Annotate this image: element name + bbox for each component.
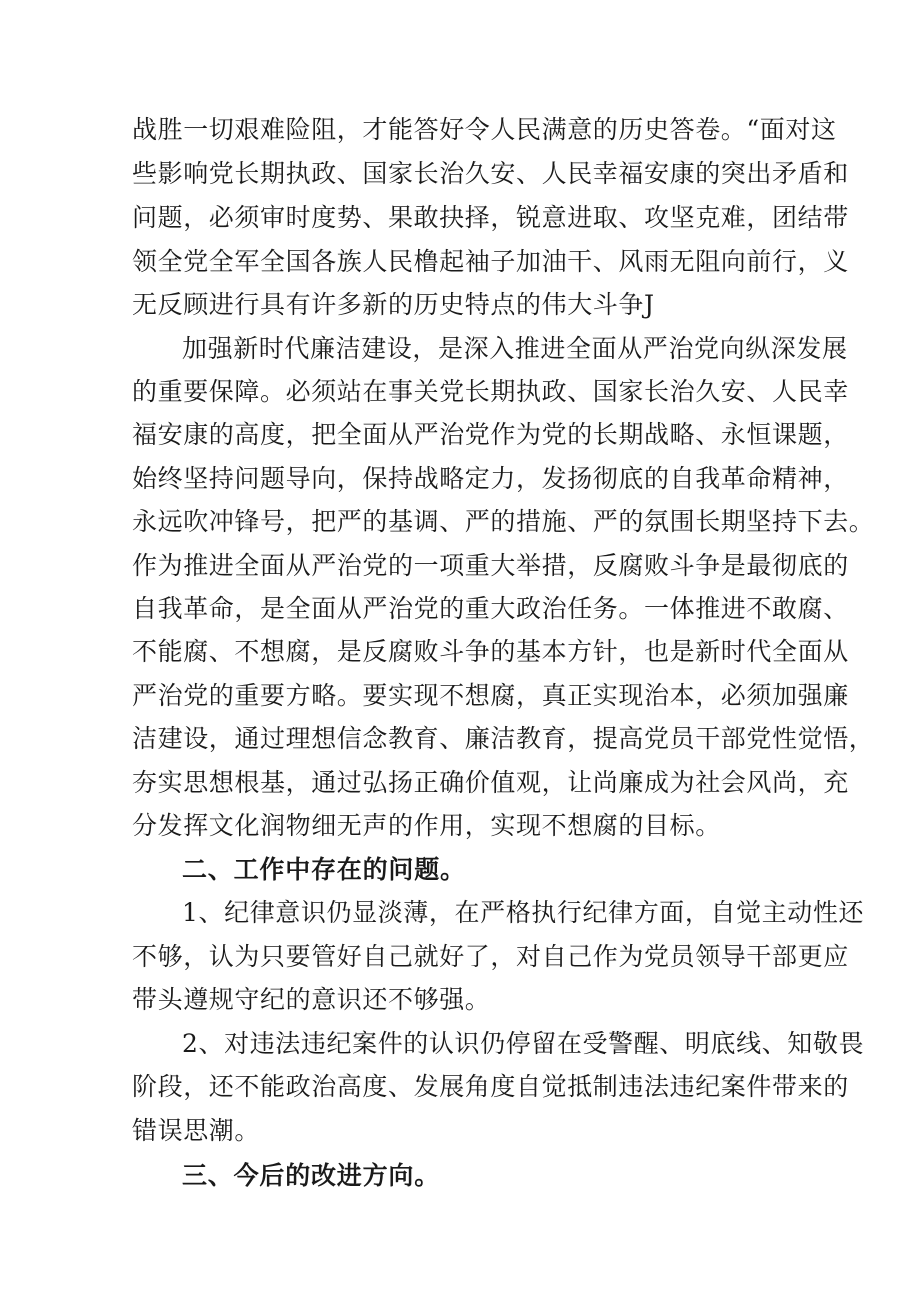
text-line: 严治党的重要方略。要实现不想腐，真正实现治本，必须加强廉: [132, 681, 849, 710]
text-line: 错误思潮。: [132, 1116, 261, 1145]
paragraph-first-line: 加强新时代廉洁建设，是深入推进全面从严治党向纵深发展: [182, 334, 848, 363]
text-line: 无反顾进行具有许多新的历史特点的伟大斗争J: [132, 290, 655, 319]
text-line: 洁建设，通过理想信念教育、廉洁教育，提高党员干部党性觉悟，: [132, 724, 875, 753]
section-heading: 二、工作中存在的问题。: [182, 855, 466, 884]
text-line: 作为推进全面从严治党的一项重大举措，反腐败斗争是最彻底的: [132, 551, 849, 580]
text-line: 不够，认为只要管好自己就好了，对自己作为党员领导干部更应: [132, 942, 849, 971]
section-heading: 三、今后的改进方向。: [182, 1161, 441, 1190]
text-line: 不能腐、不想腐，是反腐败斗争的基本方针，也是新时代全面从: [132, 637, 849, 666]
text-line: 的重要保障。必须站在事关党长期执政、国家长治久安、人民幸: [132, 377, 849, 406]
text-line: 永远吹冲锋号，把严的基调、严的措施、严的氛围长期坚持下去。: [132, 507, 875, 536]
text-line: 福安康的高度，把全面从严治党作为党的长期战略、永恒课题，: [132, 420, 849, 449]
text-line: 带头遵规守纪的意识还不够强。: [132, 985, 491, 1014]
text-line: 战胜一切艰难险阻，才能答好令人民满意的历史答卷。“面对这: [132, 115, 837, 144]
text-line: 夯实思想根基，通过弘扬正确价值观，让尚廉成为社会风尚，充: [132, 768, 849, 797]
text-line: 问题，必须审时度势、果敢抉择，锐意进取、攻坚克难，团结带: [132, 203, 849, 232]
text-line: 分发挥文化润物细无声的作用，实现不想腐的目标。: [132, 811, 721, 840]
text-line: 自我革命，是全面从严治党的重大政治任务。一体推进不敢腐、: [132, 594, 849, 623]
text-line: 阶段，还不能政治高度、发展角度自觉抵制违法违纪案件带来的: [132, 1072, 849, 1101]
text-line: 些影响党长期执政、国家长治久安、人民幸福安康的突出矛盾和: [132, 159, 849, 188]
paragraph-first-line: 2、对违法违纪案件的认识仍停留在受警醒、明底线、知敬畏: [182, 1029, 865, 1058]
text-line: 始终坚持问题导向，保持战略定力，发扬彻底的自我革命精神，: [132, 464, 849, 493]
paragraph-first-line: 1、纪律意识仍显淡薄，在严格执行纪律方面，自觉主动性还: [182, 898, 865, 927]
text-line: 领全党全军全国各族人民橹起袖子加油干、风雨无阻向前行，义: [132, 247, 849, 276]
